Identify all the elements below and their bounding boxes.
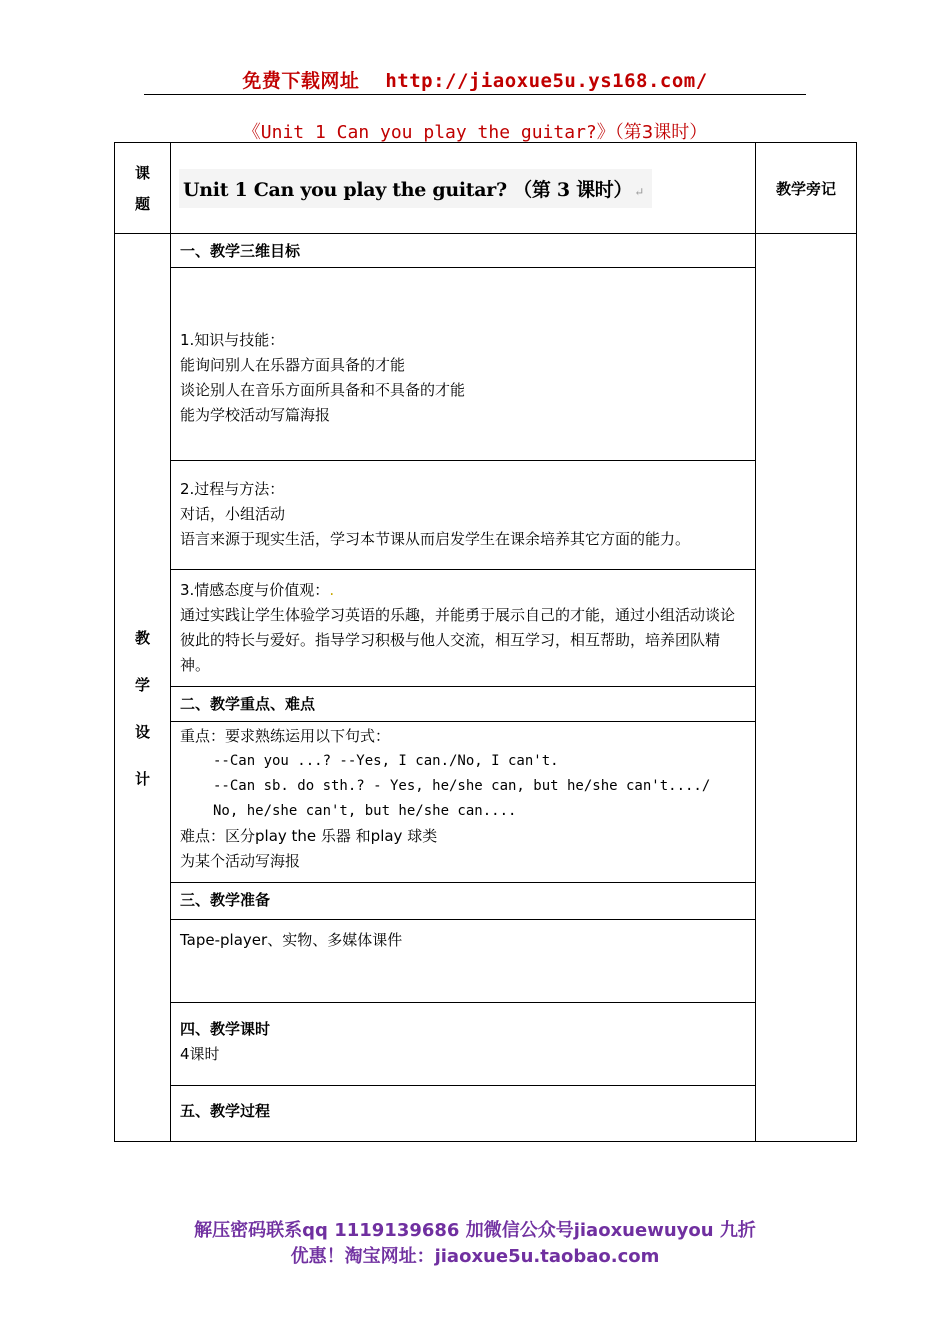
process-line-1: 对话，小组活动: [180, 505, 286, 523]
knowledge-cell: [171, 268, 756, 461]
emotion-dot: .: [329, 581, 335, 599]
lesson-plan-table: [114, 142, 857, 1142]
design-label-4: 计: [134, 769, 150, 788]
download-url-link[interactable]: http://jiaoxue5u.ys168.com/: [385, 70, 708, 92]
process-method-cell: [171, 461, 756, 570]
design-label-cell: [115, 234, 171, 1142]
goals-heading: 一、教学三维目标: [171, 234, 756, 268]
subject-label-1: 课: [134, 164, 150, 182]
subject-label-cell: [115, 143, 171, 234]
footer-line-1: 解压密码联系qq 1119139686 加微信公众号jiaoxuewuyou 九折: [194, 1220, 756, 1241]
footer-line-2: 优惠！淘宝网址：jiaoxue5u.taobao.com: [290, 1246, 660, 1267]
subject-title-image: [179, 169, 652, 208]
subject-cell: [171, 143, 756, 234]
title-prefix: 《: [242, 122, 261, 143]
difficulty-line: 难点：区分play the 乐器 和play 球类: [180, 827, 438, 845]
preparation-heading: 三、教学准备: [171, 883, 756, 920]
hours-cell: [171, 1003, 756, 1086]
knowledge-line-1: 能询问别人在乐器方面具备的才能: [180, 356, 406, 374]
process-line-2: 语言来源于现实生活，学习本节课从而启发学生在课余培养其它方面的能力。: [180, 530, 691, 548]
knowledge-title: 1.知识与技能：: [180, 331, 285, 349]
document-title: [0, 118, 950, 144]
side-notes-header: 教学旁记: [756, 143, 857, 234]
subject-label-2: 题: [134, 195, 150, 213]
emotion-text: 通过实践让学生体验学习英语的乐趣，并能勇于展示自己的才能，通过小组活动谈论彼此的特长与爱好。指导学习积极与他人交流，相互学习，相互帮助，培养团队精神。: [180, 606, 736, 674]
focus-line-1: --Can you ...? --Yes, I can./No, I can't.: [213, 753, 559, 769]
knowledge-line-3: 能为学校活动写篇海报: [180, 406, 331, 424]
key-points-cell: [171, 722, 756, 883]
title-suffix: 》（第3课时）: [596, 122, 708, 143]
hours-heading: 四、教学课时: [180, 1020, 271, 1038]
design-label-2: 学: [134, 675, 150, 694]
subject-title: Unit 1 Can you play the guitar? （第 3 课时）: [183, 178, 633, 201]
key-points-heading: 二、教学重点、难点: [171, 687, 756, 722]
title-main: Unit 1 Can you play the guitar?: [260, 122, 597, 143]
download-header: [0, 66, 950, 93]
difficulty-line-2: 为某个活动写海报: [180, 852, 301, 870]
design-label-1: 教: [134, 628, 150, 647]
focus-title: 重点：要求熟练运用以下句式：: [180, 727, 391, 745]
knowledge-line-2: 谈论别人在音乐方面所具备和不具备的才能: [180, 381, 466, 399]
emotion-cell: [171, 570, 756, 687]
emotion-title: 3.情感态度与价值观：: [180, 581, 330, 599]
focus-line-3: No, he/she can't, but he/she can....: [213, 803, 517, 819]
process-heading: 五、教学过程: [171, 1086, 756, 1142]
process-title: 2.过程与方法：: [180, 480, 285, 498]
header-divider: [144, 94, 806, 95]
download-label: 免费下载网址: [242, 70, 360, 92]
return-mark: ↵: [634, 184, 644, 199]
hours-text: 4课时: [180, 1045, 220, 1063]
side-notes-cell: [756, 234, 857, 1142]
focus-line-2: --Can sb. do sth.? - Yes, he/she can, but he/she can't..../: [213, 778, 711, 794]
preparation-text: Tape-player、实物、多媒体课件: [180, 931, 403, 949]
design-label-3: 设: [134, 722, 150, 741]
preparation-cell: [171, 920, 756, 1003]
